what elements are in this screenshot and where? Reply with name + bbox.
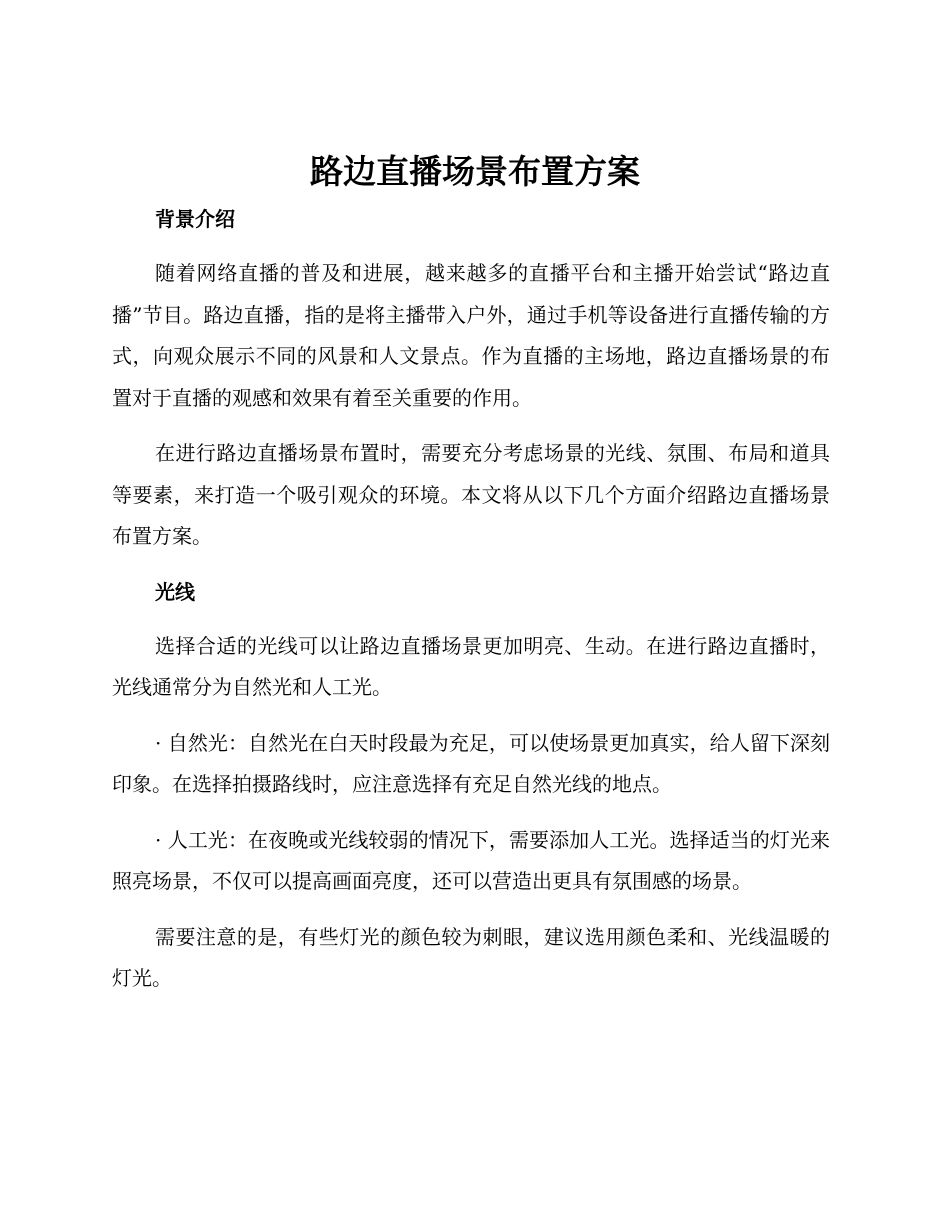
section-heading-lighting: 光线 bbox=[155, 579, 195, 604]
bullet-paragraph: · 自然光：自然光在白天时段最为充足，可以使场景更加真实，给人留下深刻印象。在选择拍摄路线时，应注意选择有充足自然光线的地点。 bbox=[112, 730, 830, 796]
paragraph: 选择合适的光线可以让路边直播场景更加明亮、生动。在进行路边直播时，光线通常分为自然光和人工光。 bbox=[112, 633, 830, 699]
document-title: 路边直播场景布置方案 bbox=[310, 152, 640, 191]
paragraph: 需要注意的是，有些灯光的颜色较为刺眼，建议选用颜色柔和、光线温暖的灯光。 bbox=[112, 924, 830, 990]
paragraph: 在进行路边直播场景布置时，需要充分考虑场景的光线、氛围、布局和道具等要素，来打造一个吸引观众的环境。本文将从以下几个方面介绍路边直播场景布置方案。 bbox=[112, 441, 830, 548]
document-body bbox=[112, 198, 830, 1000]
paragraph: 随着网络直播的普及和进展，越来越多的直播平台和主播开始尝试“路边直播”节目。路边直播，指的是将主播带入户外，通过手机等设备进行直播传输的方式，向观众展示不同的风景和人文景点。作为直播的主场地，路边直播场景的布置对于直播的观感和效果有着至关重要的作用。 bbox=[112, 261, 830, 410]
bullet-paragraph: · 人工光：在夜晚或光线较弱的情况下，需要添加人工光。选择适当的灯光来照亮场景，不仅可以提高画面亮度，还可以营造出更具有氛围感的场景。 bbox=[112, 827, 830, 893]
section-heading-background: 背景介绍 bbox=[155, 207, 235, 231]
